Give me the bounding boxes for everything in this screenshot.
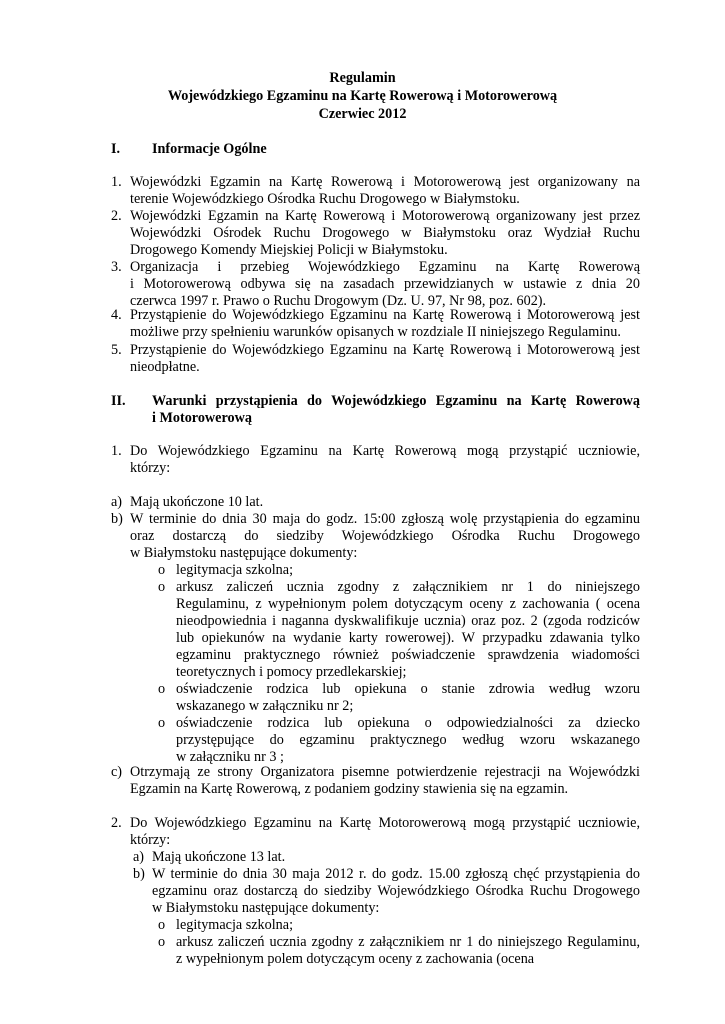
section-title: Warunki przystąpienia do Wojewódzkiego Egzaminu na Kartę Rowerową [152, 393, 640, 409]
bullet-text: egzaminu praktycznego również poświadczenie sprawdzenia wiadomości [176, 647, 640, 663]
list-item-text: Przystąpienie do Wojewódzkiego Egzaminu na Kartę Rowerową i Motorowerową jest [130, 342, 640, 358]
doc-title: Regulamin [329, 70, 396, 86]
list-letter: b) [133, 866, 145, 882]
paragraph-text: oraz dostarczą do siedziby Wojewódzkiego Ośrodka Ruchu Drogowego [130, 528, 640, 544]
paragraph-text: Mają ukończone 13 lat. [152, 849, 286, 865]
list-number: 5. [111, 342, 122, 358]
list-letter: b) [111, 511, 123, 527]
list-item-text: i Motorowerową odbywa się na zasadach przewidzianych w ustawie z dnia 20 [130, 276, 640, 292]
bullet-text: lub opiekunów na wydanie karty rowerowej). W przypadku zdawania tylko [176, 630, 640, 646]
paragraph-text: W terminie do dnia 30 maja 2012 r. do godz. 15.00 zgłoszą chęć przystąpienia do [152, 866, 640, 882]
list-item-text: terenie Wojewódzkiego Ośrodka Ruchu Drogowego w Białymstoku. [130, 191, 520, 207]
bullet-text: legitymacja szkolna; [176, 562, 294, 578]
list-letter: a) [111, 494, 123, 510]
bullet-symbol: o [158, 917, 166, 933]
list-item-text: Przystąpienie do Wojewódzkiego Egzaminu na Kartę Rowerową i Motorowerową jest [130, 307, 640, 323]
bullet-text: Regulaminu, z wypełnionym polem dotyczącym oceny z zachowania ( ocena [176, 596, 640, 612]
paragraph-text: Egzamin na Kartę Rowerową, z podaniem godziny stawienia się na egzamin. [130, 781, 569, 797]
paragraph-text: Mają ukończone 10 lat. [130, 494, 264, 510]
list-item-text: Organizacja i przebieg Wojewódzkiego Egzaminu na Kartę Rowerową [130, 259, 640, 275]
list-number: 2. [111, 208, 122, 224]
bullet-text: w załączniku nr 3 ; [176, 749, 284, 765]
doc-date: Czerwiec 2012 [318, 106, 407, 122]
list-number: 1. [111, 443, 122, 459]
bullet-text: legitymacja szkolna; [176, 917, 294, 933]
list-item-text: możliwe przy spełnieniu warunków opisanych w rozdziale II niniejszego Regulaminu. [130, 324, 621, 340]
paragraph-text: którzy: [130, 832, 171, 848]
bullet-text: teoretycznych i pomocy przedlekarskiej; [176, 664, 407, 680]
list-letter: c) [111, 764, 123, 780]
section-number: I. [111, 141, 121, 157]
bullet-text: arkusz zaliczeń ucznia zgodny z załącznikiem nr 1 do niniejszego Regulaminu, [176, 934, 640, 950]
bullet-text: wskazanego w załączniku nr 2; [176, 698, 354, 714]
paragraph-text: którzy: [130, 460, 171, 476]
section-title: Informacje Ogólne [152, 141, 267, 157]
section-title: i Motorowerową [152, 410, 252, 426]
section-number: II. [111, 393, 126, 409]
paragraph-text: Do Wojewódzkiego Egzaminu na Kartę Motorowerową mogą przystąpić uczniowie, [130, 815, 640, 831]
list-number: 4. [111, 307, 122, 323]
list-item-text: czerwca 1997 r. Prawo o Ruchu Drogowym (Dz. U. 97, Nr 98, poz. 602). [130, 293, 547, 309]
list-number: 1. [111, 174, 122, 190]
bullet-symbol: o [158, 715, 166, 731]
paragraph-text: egzaminu oraz dostarczą do siedziby Wojewódzkiego Ośrodka Ruchu Drogowego [152, 883, 640, 899]
list-item-text: Wojewódzki Egzamin na Kartę Rowerową i Motorowerową organizowany jest przez [130, 208, 640, 224]
list-letter: a) [133, 849, 145, 865]
list-item-text: Drogowego Komendy Miejskiej Policji w Białymstoku. [130, 242, 448, 258]
bullet-symbol: o [158, 681, 166, 697]
paragraph-text: W terminie do dnia 30 maja do godz. 15:00 zgłoszą wolę przystąpienia do egzaminu [130, 511, 640, 527]
bullet-symbol: o [158, 934, 166, 950]
bullet-text: oświadczenie rodzica lub opiekuna o odpowiedzialności za dziecko [176, 715, 640, 731]
list-item-text: nieodpłatne. [130, 359, 200, 375]
list-item-text: Wojewódzki Ośrodek Ruchu Drogowego w Białymstoku oraz Wydział Ruchu [130, 225, 640, 241]
bullet-text: przystępujące do egzaminu praktycznego według wzoru wskazanego [176, 732, 640, 748]
bullet-text: nieodpowiednia i naganna dyskwalifikuje ucznia) oraz poz. 2 (zgoda rodziców [176, 613, 640, 629]
bullet-symbol: o [158, 562, 166, 578]
bullet-text: oświadczenie rodzica lub opiekuna o stanie zdrowia według wzoru [176, 681, 640, 697]
list-item-text: Wojewódzki Egzamin na Kartę Rowerową i Motorowerową jest organizowany na [130, 174, 640, 190]
bullet-text: z wypełnionym polem dotyczącym oceny z zachowania (ocena [176, 951, 535, 967]
paragraph-text: Otrzymają ze strony Organizatora pisemne potwierdzenie rejestracji na Wojewódzki [130, 764, 640, 780]
list-number: 2. [111, 815, 122, 831]
paragraph-text: Do Wojewódzkiego Egzaminu na Kartę Rowerową mogą przystąpić uczniowie, [130, 443, 640, 459]
bullet-text: arkusz zaliczeń ucznia zgodny z załącznikiem nr 1 do niniejszego [176, 579, 640, 595]
doc-subtitle: Wojewódzkiego Egzaminu na Kartę Rowerową i Motorowerową [167, 88, 558, 104]
paragraph-text: w Białymstoku następujące dokumenty: [152, 900, 380, 916]
paragraph-text: w Białymstoku następujące dokumenty: [130, 545, 358, 561]
list-number: 3. [111, 259, 122, 275]
bullet-symbol: o [158, 579, 166, 595]
